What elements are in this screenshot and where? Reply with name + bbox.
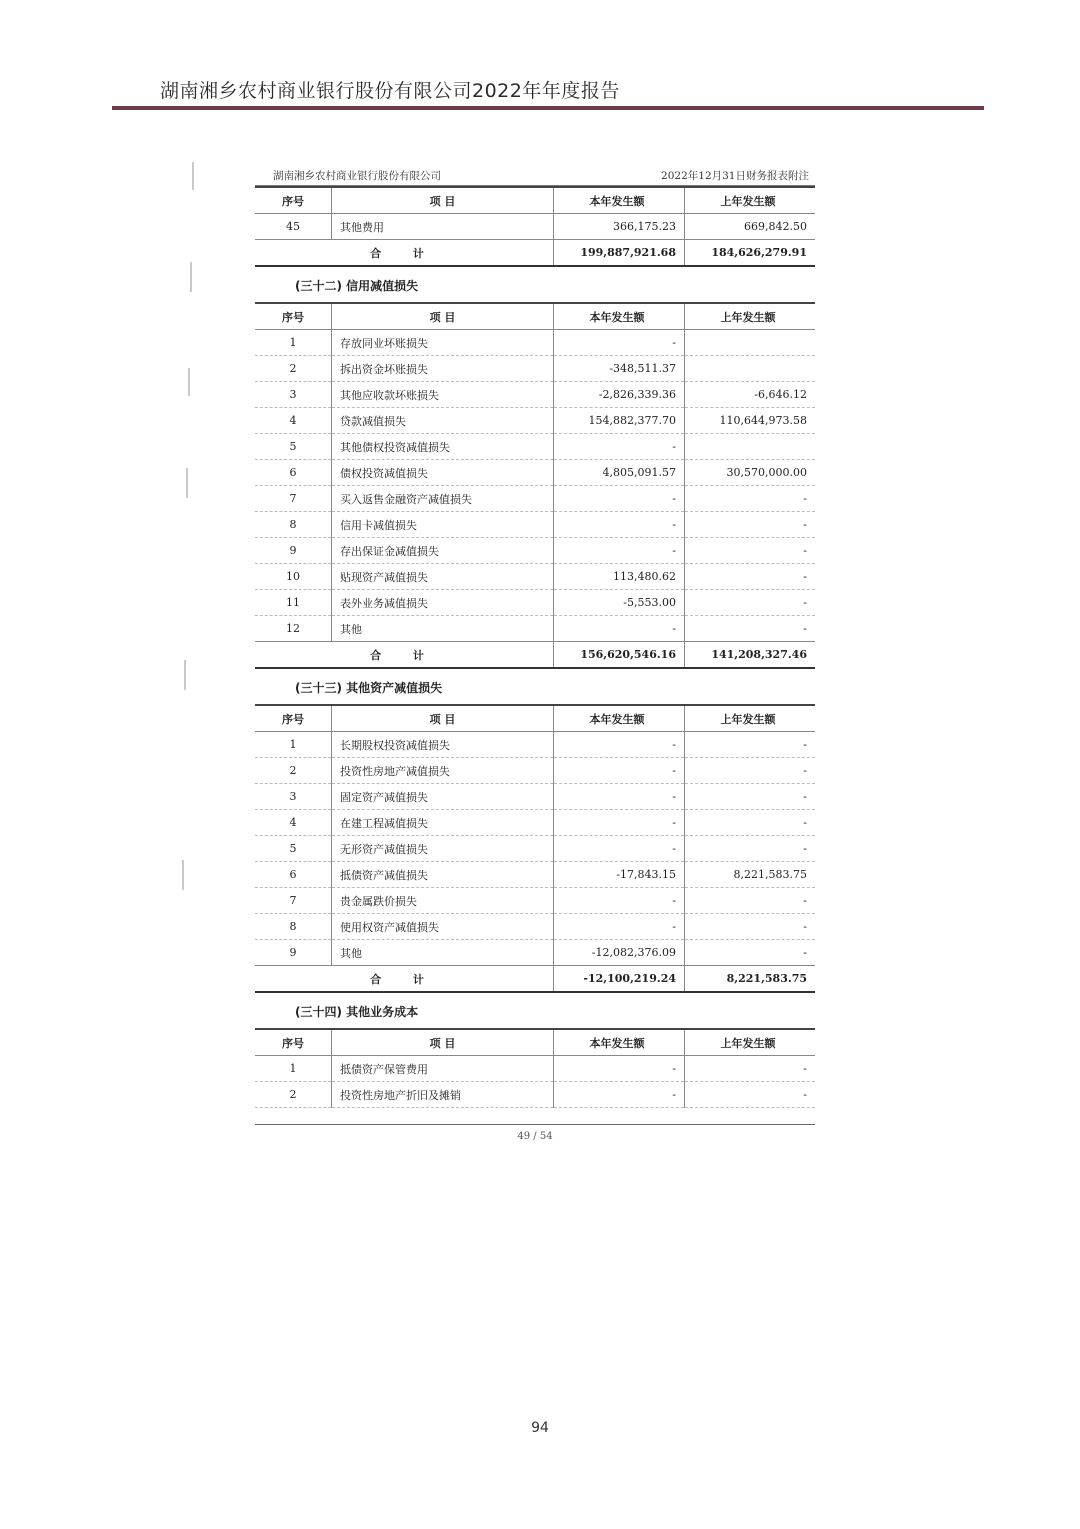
row-no: 7 [255, 486, 332, 512]
col-current-header: 本年发生额 [554, 705, 685, 732]
table-row [255, 862, 815, 888]
other-asset-impairment-table [255, 704, 815, 993]
statement-subtitle: 2022年12月31日财务报表附注 [661, 170, 809, 182]
row-no: 10 [255, 564, 332, 590]
row-no: 5 [255, 836, 332, 862]
row-current: - [554, 434, 685, 460]
row-item: 长期股权投资减值损失 [332, 732, 554, 758]
table-row [255, 434, 815, 460]
section-title-33: (三十三) 其他资产减值损失 [295, 681, 443, 695]
table-header-row [255, 303, 815, 330]
company-name: 湖南湘乡农村商业银行股份有限公司 [273, 170, 441, 182]
sheet-page-indicator: 49 / 54 [255, 1124, 815, 1142]
row-no: 2 [255, 356, 332, 382]
total-row [255, 642, 815, 669]
row-no: 9 [255, 538, 332, 564]
scan-margin-mark [188, 368, 190, 396]
row-current: - [554, 914, 685, 940]
col-item-header: 项 目 [332, 187, 554, 214]
row-prior: - [685, 538, 816, 564]
sheet-header [255, 168, 815, 186]
row-prior: - [685, 940, 816, 966]
row-prior: - [685, 486, 816, 512]
row-no: 8 [255, 914, 332, 940]
row-item: 债权投资减值损失 [332, 460, 554, 486]
table-row [255, 914, 815, 940]
col-prior-header: 上年发生额 [685, 1029, 816, 1056]
table-row [255, 512, 815, 538]
row-prior: - [685, 836, 816, 862]
table-row [255, 564, 815, 590]
row-current: - [554, 538, 685, 564]
row-current: -5,553.00 [554, 590, 685, 616]
row-prior: - [685, 564, 816, 590]
row-current: - [554, 836, 685, 862]
row-current: - [554, 486, 685, 512]
row-prior: - [685, 1082, 816, 1108]
row-prior: 8,221,583.75 [685, 862, 816, 888]
page-number: 94 [531, 1420, 549, 1436]
row-item: 贴现资产减值损失 [332, 564, 554, 590]
row-item: 抵债资产保管费用 [332, 1056, 554, 1082]
table-row [255, 330, 815, 356]
row-current: 113,480.62 [554, 564, 685, 590]
col-no-header: 序号 [255, 705, 332, 732]
total-current: 156,620,546.16 [554, 642, 685, 669]
row-no: 2 [255, 758, 332, 784]
row-item: 存放同业坏账损失 [332, 330, 554, 356]
row-item: 无形资产减值损失 [332, 836, 554, 862]
table-row [255, 538, 815, 564]
total-prior: 184,626,279.91 [685, 240, 816, 267]
table-row [255, 784, 815, 810]
row-current: 366,175.23 [554, 214, 685, 240]
row-current: -17,843.15 [554, 862, 685, 888]
col-prior-header: 上年发生额 [685, 187, 816, 214]
row-current: 4,805,091.57 [554, 460, 685, 486]
table-row [255, 758, 815, 784]
row-prior: 30,570,000.00 [685, 460, 816, 486]
row-item: 抵债资产减值损失 [332, 862, 554, 888]
row-item: 买入返售金融资产减值损失 [332, 486, 554, 512]
other-business-cost-table [255, 1028, 815, 1108]
table-row [255, 408, 815, 434]
table-row [255, 1082, 815, 1108]
scan-margin-mark [184, 660, 186, 690]
row-prior: - [685, 590, 816, 616]
table-row [255, 1056, 815, 1082]
row-prior: - [685, 758, 816, 784]
row-item: 信用卡减值损失 [332, 512, 554, 538]
col-current-header: 本年发生额 [554, 303, 685, 330]
row-item: 存出保证金减值损失 [332, 538, 554, 564]
scan-margin-mark [186, 468, 188, 498]
row-current: - [554, 616, 685, 642]
row-current: - [554, 1082, 685, 1108]
table-header-row [255, 187, 815, 214]
row-item: 其他费用 [332, 214, 554, 240]
table-row [255, 382, 815, 408]
row-prior: - [685, 732, 816, 758]
total-prior: 141,208,327.46 [685, 642, 816, 669]
total-label: 合 计 [255, 642, 554, 669]
row-prior: 110,644,973.58 [685, 408, 816, 434]
row-prior: 669,842.50 [685, 214, 816, 240]
row-item: 在建工程减值损失 [332, 810, 554, 836]
continued-table [255, 186, 815, 267]
row-current: - [554, 1056, 685, 1082]
col-current-header: 本年发生额 [554, 1029, 685, 1056]
table-row [255, 732, 815, 758]
row-no: 12 [255, 616, 332, 642]
table-header-row [255, 1029, 815, 1056]
row-prior: - [685, 512, 816, 538]
row-item: 其他 [332, 940, 554, 966]
section-title-34: (三十四) 其他业务成本 [295, 1005, 419, 1019]
row-no: 4 [255, 408, 332, 434]
row-current: -2,826,339.36 [554, 382, 685, 408]
row-current: -348,511.37 [554, 356, 685, 382]
total-row [255, 966, 815, 993]
table-row [255, 486, 815, 512]
row-prior: - [685, 1056, 816, 1082]
col-item-header: 项 目 [332, 705, 554, 732]
row-no: 4 [255, 810, 332, 836]
row-prior: - [685, 914, 816, 940]
row-item: 投资性房地产减值损失 [332, 758, 554, 784]
row-current: - [554, 330, 685, 356]
row-prior: - [685, 616, 816, 642]
row-item: 表外业务减值损失 [332, 590, 554, 616]
row-prior: - [685, 784, 816, 810]
total-prior: 8,221,583.75 [685, 966, 816, 993]
table-row [255, 940, 815, 966]
row-no: 1 [255, 732, 332, 758]
row-no: 6 [255, 460, 332, 486]
row-no: 6 [255, 862, 332, 888]
row-current: - [554, 758, 685, 784]
row-no: 2 [255, 1082, 332, 1108]
col-no-header: 序号 [255, 187, 332, 214]
col-prior-header: 上年发生额 [685, 705, 816, 732]
total-label: 合 计 [255, 240, 554, 267]
row-item: 其他债权投资减值损失 [332, 434, 554, 460]
row-item: 固定资产减值损失 [332, 784, 554, 810]
credit-impairment-table [255, 302, 815, 669]
col-current-header: 本年发生额 [554, 187, 685, 214]
row-current: - [554, 512, 685, 538]
row-prior: -6,646.12 [685, 382, 816, 408]
col-item-header: 项 目 [332, 1029, 554, 1056]
row-item: 投资性房地产折旧及摊销 [332, 1082, 554, 1108]
row-no: 45 [255, 214, 332, 240]
row-prior [685, 434, 816, 460]
row-no: 11 [255, 590, 332, 616]
row-no: 1 [255, 330, 332, 356]
scan-margin-mark [182, 860, 184, 890]
row-prior [685, 356, 816, 382]
total-label: 合 计 [255, 966, 554, 993]
row-no: 8 [255, 512, 332, 538]
report-title: 湖南湘乡农村商业银行股份有限公司2022年年度报告 [160, 80, 620, 102]
table-row [255, 836, 815, 862]
scan-margin-mark [190, 262, 192, 292]
row-item: 使用权资产减值损失 [332, 914, 554, 940]
row-current: - [554, 784, 685, 810]
total-row [255, 240, 815, 267]
row-no: 3 [255, 382, 332, 408]
col-item-header: 项 目 [332, 303, 554, 330]
header-rule [112, 106, 984, 110]
section-title-32: (三十二) 信用减值损失 [295, 279, 419, 293]
table-row [255, 460, 815, 486]
row-current: - [554, 810, 685, 836]
row-prior: - [685, 810, 816, 836]
col-prior-header: 上年发生额 [685, 303, 816, 330]
table-row [255, 810, 815, 836]
row-item: 其他应收款坏账损失 [332, 382, 554, 408]
scan-margin-mark [192, 162, 194, 190]
table-row [255, 616, 815, 642]
row-no: 1 [255, 1056, 332, 1082]
scanned-sheet [255, 168, 815, 1142]
row-current: -12,082,376.09 [554, 940, 685, 966]
total-current: -12,100,219.24 [554, 966, 685, 993]
row-current: - [554, 732, 685, 758]
table-row [255, 214, 815, 240]
row-no: 7 [255, 888, 332, 914]
row-item: 贵金属跌价损失 [332, 888, 554, 914]
table-row [255, 888, 815, 914]
row-no: 5 [255, 434, 332, 460]
row-prior [685, 330, 816, 356]
row-current: 154,882,377.70 [554, 408, 685, 434]
row-prior: - [685, 888, 816, 914]
total-current: 199,887,921.68 [554, 240, 685, 267]
row-item: 其他 [332, 616, 554, 642]
row-item: 拆出资金坏账损失 [332, 356, 554, 382]
table-row [255, 356, 815, 382]
row-item: 贷款减值损失 [332, 408, 554, 434]
col-no-header: 序号 [255, 303, 332, 330]
table-header-row [255, 705, 815, 732]
table-row [255, 590, 815, 616]
col-no-header: 序号 [255, 1029, 332, 1056]
row-current: - [554, 888, 685, 914]
row-no: 9 [255, 940, 332, 966]
row-no: 3 [255, 784, 332, 810]
